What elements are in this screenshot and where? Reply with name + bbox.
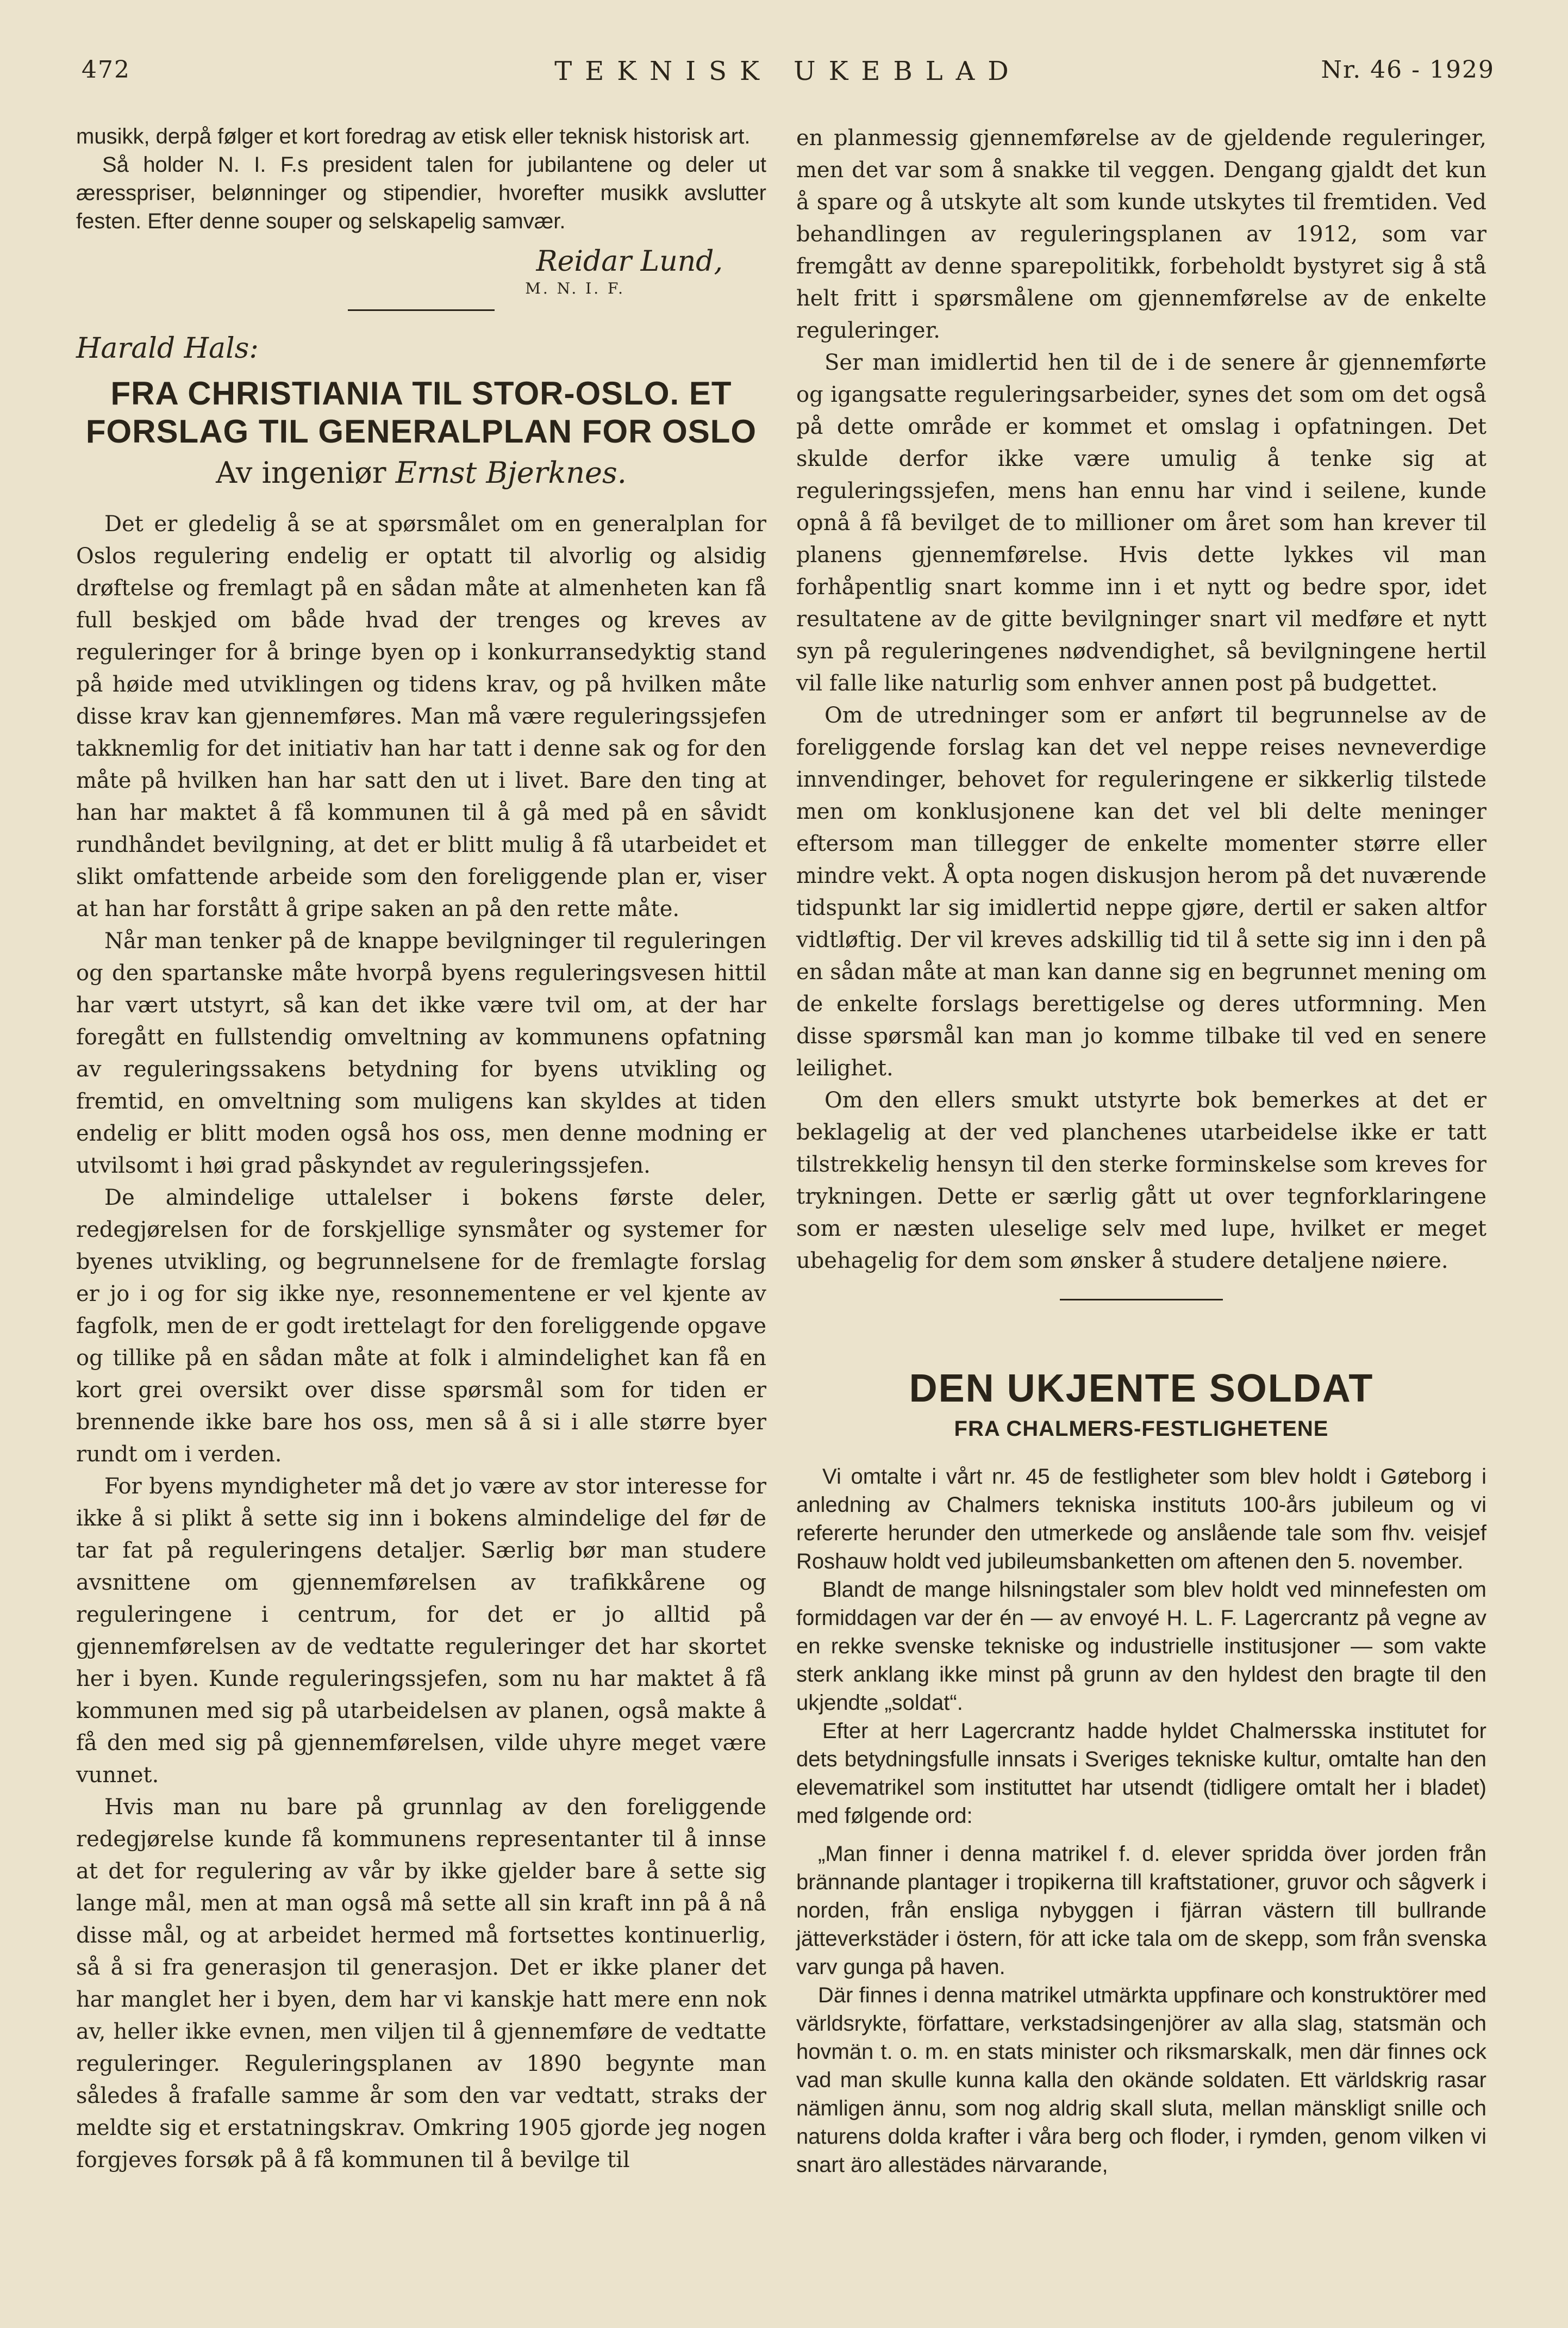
section-title: DEN UKJENTE SOLDAT (909, 1367, 1374, 1410)
body-paragraph: Det er gledelig å se at spørsmålet om en generalplan for Oslos regulering endelig er optatt til alvorlig og alsidig drøftelse og fremlagt på en sådan måte at almenheten kan få full beskjed om både hvad der trenges og kreves av reguleringer for å bringe byen op i konkurransedyktig stand på høide med utviklingen og tidens krav, og på hvilken måte disse krav kan gjennemføres. Man må være reguleringssjefen takknemlig for det initiativ han har tatt i denne sak og for den måte på hvilken han har satt den ut i livet. Bare den ting at han har maktet å få kommunen til å gå med på en såvidt rundhåndet bevilgning, at det er blitt mulig å få utarbeidet et slikt omfattende arbeide som den foreliggende plan er, viser at han har forstått å gripe saken an på den rette måte. (76, 512, 766, 922)
quote-paragraph: „Man finner i denna matrikel f. d. elever spridda över jorden från brännande plantager i tropikerna till kraftstationer, gruvor och sågverk i norden, från ensliga nybyggen i fjärran västern till bullrande jätteverkstäder i östern, för att icke tala om de skepp, som från svenska varv gunga på haven. (796, 1842, 1486, 1979)
issue-number: Nr. 46 - 1929 (1321, 56, 1495, 84)
left-column (76, 122, 766, 2176)
body-paragraph: Om de utredninger som er anført til begrunnelse av de foreliggende forslag kan det vel neppe reises nevneverdige innvendinger, behovet for reguleringene er sikkerlig tilstede men om konklusjonene kan det vel bli delte meninger eftersom man tillegger de enkelte momenter større eller mindre vekt. Å opta nogen diskusjon herom på det nuværende tidspunkt lar sig imidlertid neppe gjøre, dertil er saken altfor vidtløftig. Der vil kreves adskillig tid til å sette sig inn i den på en sådan måte at man kan danne sig en begrunnet mening om de enkelte forslags berettigelse og deres utformning. Men disse spørsmål kan man jo komme tilbake til ved en senere leilighet. (796, 703, 1486, 1081)
page-number: 472 (82, 56, 130, 84)
divider (1060, 1299, 1223, 1300)
journal-title: TEKNISK UKEBLAD (554, 56, 1022, 86)
body-paragraph: Efter at herr Lagercrantz hadde hyldet Chalmersska institutet for dets betydningsfulle innsats i Sveriges tekniske kultur, omtalte han den elevematrikel som instituttet har utsendt (tidligere omtalt her i bladet) med følgende ord: (796, 1719, 1486, 1828)
article-title: FRA CHRISTIANIA TIL STOR-OSLO. ET FORSLAG TIL GENERALPLAN FOR OSLO (85, 375, 757, 450)
body-paragraph: For byens myndigheter må det jo være av stor interesse for ikke å si plikt å sette sig inn i bokens almindelige del før de tar fat på reguleringens detaljer. Særlig bør man studere avsnittene om gjennemførelsen av trafikkårene og reguleringene i centrum, for det er jo alltid på gjennemførelsen av de vedtatte reguleringer det har skortet her i byen. Kunde reguleringssjefen, som nu har maktet å få kommunen med sig på utarbeidelsen av planen, også makte å få den med sig på gjennemførelsen, vilde uhyre meget være vunnet. (76, 1474, 766, 1788)
byline-prefix: Av ingeniør (216, 456, 386, 490)
intro-paragraph-2: Så holder N. I. F.s president talen for jubilantene og deler ut æresspriser, belønninger og stipendier, hvorefter musikk avslutter festen. Efter denne souper og selskapelig samvær. (76, 153, 766, 233)
article-byline (76, 454, 766, 492)
intro-text (76, 122, 766, 235)
right-column (796, 122, 1486, 2179)
signature-title: M. N. I. F. (525, 279, 625, 297)
body-paragraph: Ser man imidlertid hen til de i de senere år gjennemførte og igangsatte reguleringsarbeider, synes det som om det også på dette område er kommet et omslag i opfatningen. Det skulde derfor ikke være umulig å tenke sig at reguleringssjefen, mens han ennu har vind i seilene, kunde opnå å få bevilget de to millioner om året som han krever til planens gjennemførelse. Hvis dette lykkes vil man forhåpentlig snart komme inn i et nytt og bedre spor, idet resultatene av de gitte bevilgninger snart vil medføre et nytt syn på reguleringenes nødvendighet, så bevilgningene hertil vil falle like naturlig som enhver annen post på budgettet. (796, 350, 1486, 696)
signature: Reidar Lund, (536, 245, 723, 278)
body-paragraph: en planmessig gjennemførelse av de gjeldende reguleringer, men det var som å snakke til veggen. Dengang gjaldt det kun å spare og å utskyte alt som kunde utskytes til fremtiden. Ved behandlingen av reguleringsplanen av 1912, som var fremgått av denne sparepolitikk, forbeholdt bystyret sig å stå helt fritt i spørsmålene om gjennemførelse av de enkelte reguleringer. (796, 126, 1486, 343)
article-author: Harald Hals: (76, 332, 259, 365)
divider (348, 309, 495, 311)
body-paragraph: De almindelige uttalelser i bokens første deler, redegjørelsen for de forskjellige synsmåter og systemer for byenes utvikling, og begrunnelsene for de fremlagte forslag er jo i og for sig ikke nye, resonnementene er vel kjente av fagfolk, men de er godt irettelagt for den foreliggende opgave og tillike på en sådan måte at folk i almindelighet kan få en kort grei oversikt over disse spørsmål som for tiden er brennende ikke bare hos oss, men så å si i alle større byer rundt om i verden. (76, 1185, 766, 1467)
body-paragraph: Blandt de mange hilsningstaler som blev holdt ved minnefesten om formiddagen var der én — av envoyé H. L. F. Lagercrantz på vegne av en rekke svenske tekniske og industrielle institusjoner — som vakte sterk anklang ikke minst på grunn av den hyldest den bragte til den ukjendte „soldat“. (796, 1578, 1486, 1715)
body-paragraph: Hvis man nu bare på grunnlag av den foreliggende redegjørelse kunde få kommunens representanter til å innse at det for regulering av vår by ikke gjelder bare å sette sig lange mål, men at man også må sette all sin kraft inn på å nå disse mål, og at arbeidet hermed må fortsettes kontinuerlig, så å si fra generasjon til generasjon. Det er ikke planer det har manglet her i byen, dem har vi kanskje hatt mere enn nok av, heller ikke evnen, men viljen til å gjennemføre de vedtatte reguleringer. Reguleringsplanen av 1890 begynte man således å frafalle samme år som den var vedtatt, straks der meldte sig et erstatningskrav. Omkring 1905 gjorde jeg nogen forgjeves forsøk på å få kommunen til å bevilge til (76, 1795, 766, 2173)
section-subtitle: FRA CHALMERS-FESTLIGHETENE (954, 1417, 1329, 1441)
body-paragraph: Vi omtalte i vårt nr. 45 de festligheter som blev holdt i Gøteborg i anledning av Chalmers tekniska instituts 100-års jubileum og vi refererte herunder den utmerkede og anslående tale som fhv. veisjef Roshauw holdt ved jubileumsbanketten om aftenen den 5. november. (796, 1465, 1486, 1573)
byline-name: Ernst Bjerknes. (395, 456, 627, 490)
quote-block (796, 1840, 1486, 2179)
body-paragraph: Om den ellers smukt utstyrte bok bemerkes at det er beklagelig at der ved planchenes utarbeidelse ikke er tatt tilstrekkelig hensyn til den sterke forminskelse som kreves for trykningen. Dette er særlig gått ut over tegnforklaringene som er næsten uleselige selv med lupe, hvilket er meget ubehagelig for dem som ønsker å studere detaljene nøiere. (796, 1088, 1486, 1273)
quote-paragraph: Där finnes i denna matrikel utmärkta uppfinare och konstruktörer med världsrykte, författare, verkstadsingenjörer av alla slag, statsmän och hovmän t. o. m. en stats minister och riksmarskalk, men där finnes ock vad man skulle kunna kalla den okände soldaten. Ett världskrig rasar nämligen ännu, som nog aldrig skall sluta, mellan mänskligt snille och naturens dolda krafter i våra berg och floder, i rymden, genom vilken vi snart äro allestädes närvarande, (796, 1983, 1486, 2177)
page-header (82, 52, 1495, 90)
intro-paragraph-1: musikk, derpå følger et kort foredrag av etisk eller teknisk historisk art. (76, 125, 751, 148)
soldat-article (796, 1462, 1486, 2179)
body-paragraph: Når man tenker på de knappe bevilgninger til reguleringen og den spartanske måte hvorpå byens reguleringsvesen hittil har vært utstyrt, så kan det ikke være tvil om, at der har foregått en fullstendig omveltning av kommunens opfatning av reguleringssakens betydning for byens utvikling og fremtid, en omveltning som muligens kan skyldes at tiden endelig er blitt moden også hos oss, men denne modning er utvilsomt i høi grad påskyndet av reguleringssjefen. (76, 929, 766, 1178)
